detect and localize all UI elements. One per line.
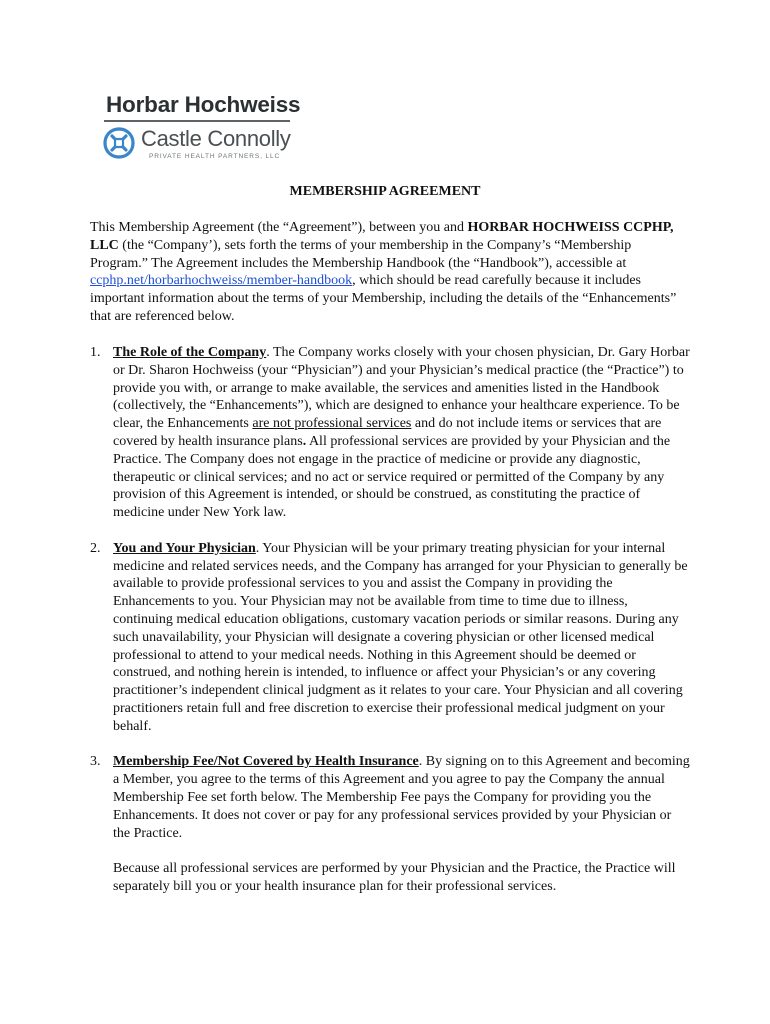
intro-text-2: (the “Company’), sets forth the terms of your membership in the Company’s “Membership Program.” The Agreement includes the Membership Handbook (the “Handbook”), accessible at [90,237,632,271]
castle-connolly-knot-icon [102,126,136,160]
section-item [90,540,690,736]
handbook-link[interactable]: ccphp.net/horbarhochweiss/member-handbook [90,273,353,289]
logo-brand: Castle Connolly [141,126,291,151]
logo-title: Horbar Hochweiss [106,92,301,117]
section-text: and do not include items or services that are covered by health insurance plans [113,416,662,449]
section-paragraph: Because all professional services are performed by your Physician and the Practice, the Practice will separately bill you or your health insurance plan for their professional services. [113,861,676,894]
agreement-sections [90,344,690,914]
section-text: All professional services are provided by your Physician and the Practice. The Company does not engage in the practice of medicine or provide any diagnostic, therapeutic or clinical services; and no act or service required or permitted of the Company by any provision of this Agreement is intended, or should be construed, as constituting the practice of medicine under New York law. [113,433,671,521]
section-number: 3. [90,754,101,770]
section-paragraph [113,540,690,736]
intro-text-1: This Membership Agreement (the “Agreement”), between you and [90,220,468,235]
section-heading: Membership Fee/Not Covered by Health Insurance [113,754,419,770]
section-paragraph [113,344,690,522]
section-number: 2. [90,540,101,556]
section-bold-period: . [302,433,307,449]
section-text: . The Company works closely with your chosen physician, Dr. Gary Horbar or Dr. Sharon Hochweiss (your “Physician”) and your Physician’s medical practice (the “Practice”) to provide you with, or arrange to make available, the services and amenities listed in the Handbook (collectively, the “Enhancements”), which are designed to enhance your healthcare experience. To be clear, the Enhancements [113,345,690,432]
logo-subtitle: PRIVATE HEALTH PARTNERS, LLC [149,153,281,160]
section-number: 1. [90,345,101,360]
intro-text-3: , which should be read carefully because it includes important information about the terms of your Membership, including the details of the “Enhancements” that are referenced below. [90,273,677,324]
section-text: . By signing on to this Agreement and becoming a Member, you agree to the terms of this Agreement and you agree to pay the Company the annual Membership Fee set forth below. The Membership Fee pays the Company for providing you the Enhancements. It does not cover or pay for any professional services provided by your Physician or the Practice. [113,754,690,841]
section-paragraph [113,753,690,842]
section-item [90,344,690,522]
section-text: . Your Physician will be your primary treating physician for your internal medicine and related services needs, and the Company has arranged for your Physician to generally be available to provide professional services to you and assist the Company in providing the Enhancements to you. Your Physician may not be available from time to time due to illness, continuing medical education obligations, customary vacation periods or similar reasons. During any such unavailability, your Physician will designate a covering physician or other licensed medical professional to attend to your medical needs. Nothing in this Agreement should be deemed or construed, and nothing herein is intended, to influence or affect your Physician’s or any covering practitioner’s independent clinical judgment as it relates to your care. Your Physician and all covering practitioners retain full and free discretion to exercise their professional medical judgment on your behalf. [113,540,688,734]
document-title: MEMBERSHIP AGREEMENT [289,184,481,199]
section-item [90,753,690,895]
section-heading: The Role of the Company [113,345,267,360]
company-logo [90,92,301,166]
section-underlined-text: are not professional services [252,416,412,432]
logo-divider [104,120,290,122]
company-name: HORBAR HOCHWEISS CCPHP, LLC [90,220,674,253]
intro-paragraph [90,219,690,326]
section-heading: You and Your Physician [113,540,256,556]
